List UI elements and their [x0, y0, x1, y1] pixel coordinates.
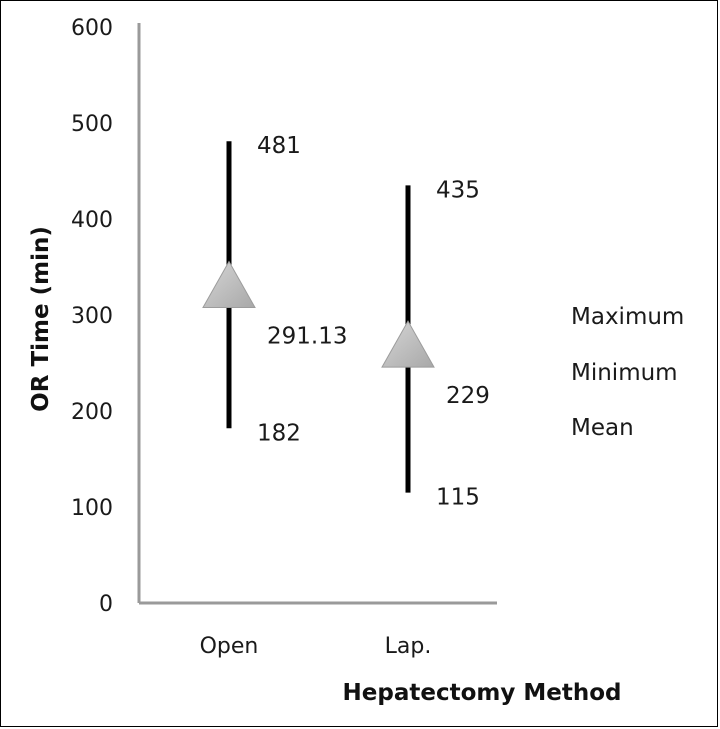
y-tick-label-300: 300: [71, 304, 113, 329]
y-tick-label-400: 400: [71, 208, 113, 233]
x-axis-title: Hepatectomy Method: [342, 680, 622, 706]
max-label-open: 481: [257, 133, 301, 160]
legend-entry-minimum: Minimum: [571, 360, 678, 386]
data-labels: [257, 133, 490, 510]
mean-label-lap: 229: [446, 383, 490, 410]
y-tick-label-0: 0: [99, 592, 113, 617]
y-tick-label-100: 100: [71, 496, 113, 521]
axes: [139, 23, 497, 603]
y-tick-label-500: 500: [71, 112, 113, 137]
max-label-lap: 435: [436, 177, 480, 204]
legend-entry-maximum: Maximum: [571, 304, 685, 330]
y-tick-label-600: 600: [71, 16, 113, 41]
mean-marker-lap: [382, 321, 434, 367]
legend: [571, 304, 684, 441]
x-axis-ticks: [200, 634, 432, 659]
y-axis-ticks: [71, 16, 113, 617]
mean-marker-open: [203, 262, 255, 308]
legend-entry-mean: Mean: [571, 415, 634, 441]
min-label-open: 182: [257, 420, 301, 447]
mean-label-open: 291.13: [267, 323, 348, 350]
chart-marks: [203, 141, 434, 492]
y-axis-title: OR Time (min): [28, 226, 54, 412]
x-tick-label-open: Open: [199, 634, 259, 659]
hi-lo-chart: [1, 1, 719, 728]
x-tick-label-lap: Lap.: [384, 634, 432, 659]
y-tick-label-200: 200: [71, 400, 113, 425]
min-label-lap: 115: [436, 484, 480, 511]
